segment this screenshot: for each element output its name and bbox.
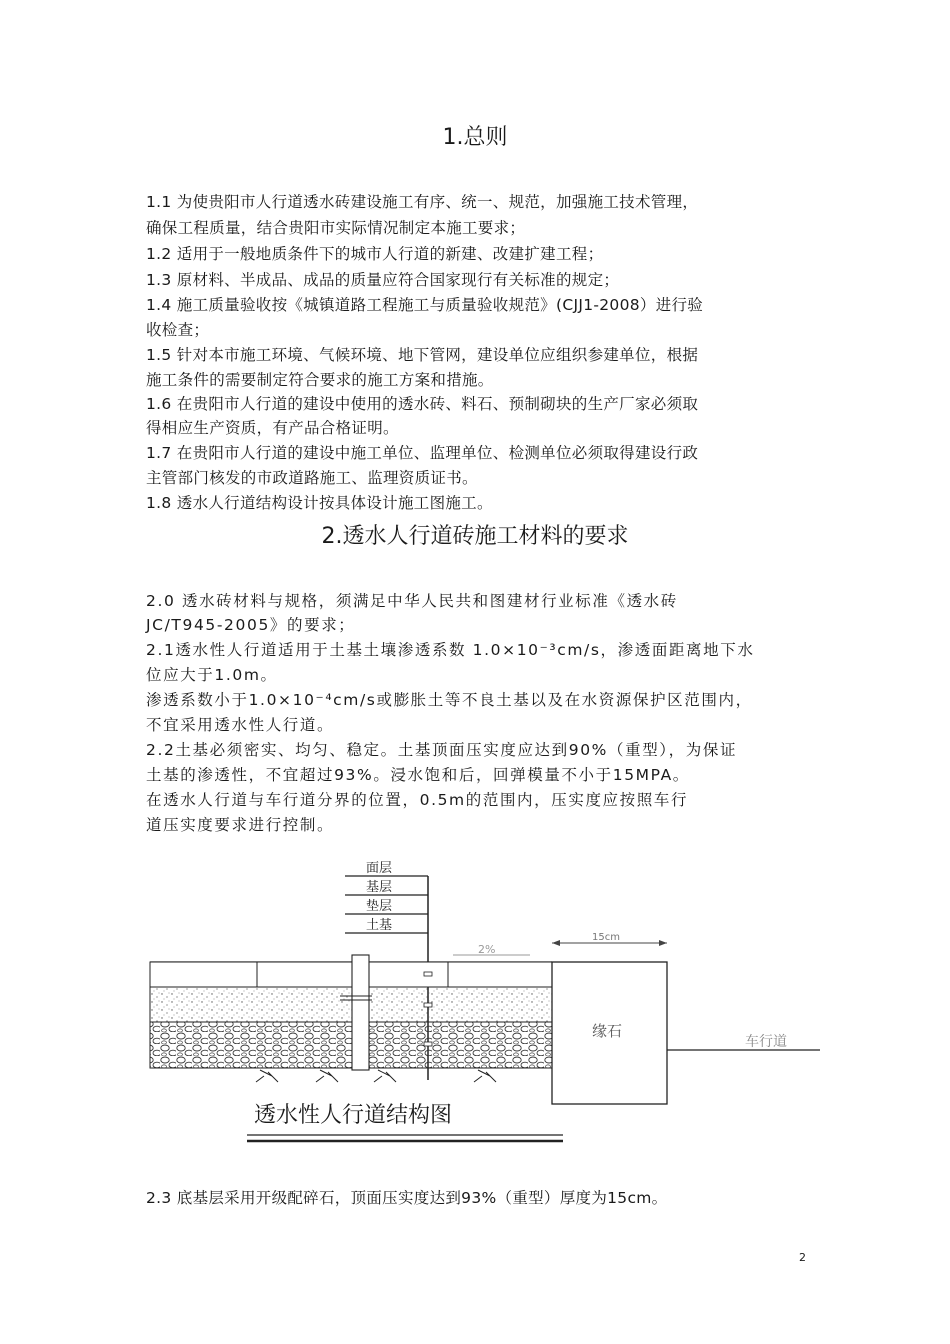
section3-line-1: 2.3 底基层采用开级配碎石，顶面压实度达到93%（重型）厚度为15cm。	[146, 1189, 668, 1207]
layer-label-cushion: 垫层	[366, 899, 393, 914]
width-arrow-right	[659, 940, 667, 946]
section2-line-2: JC/T945-2005》的要求；	[146, 616, 356, 634]
section1-heading: 1.总则	[442, 125, 508, 150]
section1-line-3: 1.2 适用于一般地质条件下的城市人行道的新建、改建扩建工程；	[146, 245, 604, 263]
subgrade-hatching	[256, 1070, 496, 1082]
slope-label: 2%	[478, 943, 496, 956]
section1-line-13: 1.8 透水人行道结构设计按具体设计施工图施工。	[146, 494, 493, 512]
cushion-layer	[150, 1022, 552, 1068]
curb-label: 缘石	[592, 1022, 623, 1040]
section1-line-4: 1.3 原材料、半成品、成品的质量应符合国家现行有关标准的规定；	[146, 271, 620, 289]
drain-pipe	[352, 955, 369, 1070]
section1-line-1: 1.1 为使贵阳市人行道透水砖建设施工有序、统一、规范，加强施工技术管理，	[146, 193, 699, 211]
section1-line-2: 确保工程质量，结合贵阳市实际情况制定本施工要求；	[146, 219, 526, 237]
section1-line-12: 主管部门核发的市政道路施工、监理资质证书。	[146, 469, 478, 487]
section1-line-5: 1.4 施工质量验收按《城镇道路工程施工与质量验收规范》(CJJ1-2008）进行验	[146, 296, 704, 314]
page-number: 2	[799, 1251, 806, 1264]
diagram-caption: 透水性人行道结构图	[254, 1103, 453, 1128]
section1-line-8: 施工条件的需要制定符合要求的施工方案和措施。	[146, 371, 494, 389]
section2-line-7: 2.2土基必须密实、均匀、稳定。土基顶面压实度应达到90%（重型），为保证	[146, 741, 738, 759]
surface-layer	[150, 962, 552, 987]
section2-line-10: 道压实度要求进行控制。	[146, 816, 335, 834]
section1-line-11: 1.7 在贵阳市人行道的建设中施工单位、监理单位、检测单位必须取得建设行政	[146, 444, 699, 462]
road-label: 车行道	[745, 1034, 787, 1050]
layer-label-subgrade: 土基	[366, 918, 393, 933]
section1-line-10: 得相应生产资质，有产品合格证明。	[146, 419, 399, 437]
section2-line-3: 2.1透水性人行道适用于土基土壤渗透系数 1.0×10⁻³cm/s，渗透面距离地下水	[146, 641, 755, 659]
base-layer	[150, 987, 552, 1022]
section2-line-5: 渗透系数小于1.0×10⁻⁴cm/s或膨胀土等不良土基以及在水资源保护区范围内，	[146, 691, 753, 709]
layer-label-base: 基层	[366, 880, 393, 895]
pavement-structure-diagram	[0, 840, 950, 1160]
section1-line-6: 收检查；	[146, 321, 210, 339]
width-label: 15cm	[592, 932, 620, 943]
section1-line-7: 1.5 针对本市施工环境、气候环境、地下管网，建设单位应组织参建单位，根据	[146, 346, 699, 364]
section2-line-6: 不宜采用透水性人行道。	[146, 716, 335, 734]
section2-line-1: 2.0 透水砖材料与规格，须满足中华人民共和图建材行业标准《透水砖	[146, 592, 678, 610]
section2-line-9: 在透水人行道与车行道分界的位置，0.5m的范围内，压实度应按照车行	[146, 791, 689, 809]
layer-label-surface: 面层	[366, 861, 393, 876]
section1-line-9: 1.6 在贵阳市人行道的建设中使用的透水砖、料石、预制砌块的生产厂家必须取	[146, 395, 699, 413]
width-arrow-left	[552, 940, 560, 946]
section2-heading: 2.透水人行道砖施工材料的要求	[321, 524, 629, 549]
section2-line-4: 位应大于1.0m。	[146, 666, 278, 684]
section2-line-8: 土基的渗透性，不宜超过93%。浸水饱和后，回弹模量不小于15MPA。	[146, 766, 690, 784]
